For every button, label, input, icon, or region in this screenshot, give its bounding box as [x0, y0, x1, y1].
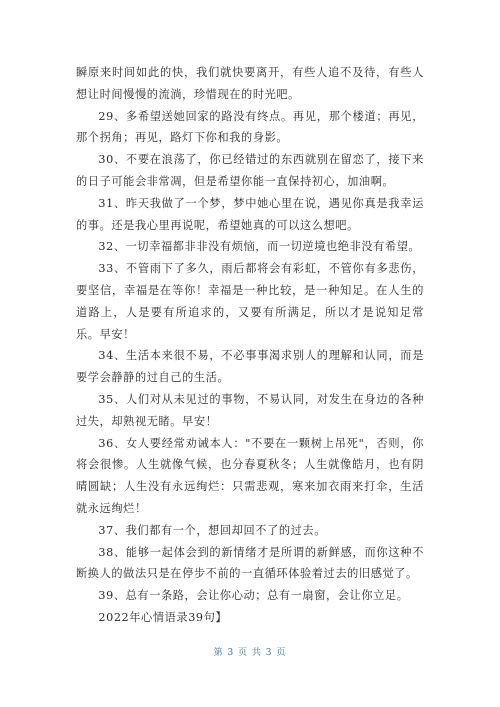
paragraph-35: 35、人们对从未见过的事物，不易认同，对发生在身边的各种过失，却熟视无睹。早安！ — [76, 392, 424, 428]
paragraph-34: 34、生活本来很不易，不必事事渴求别人的理解和认同，而是要学会静静的过自己的生活。 — [76, 349, 424, 385]
page-footer — [0, 645, 500, 658]
closing-line: 2022年心情语录39句】 — [98, 610, 228, 624]
paragraph-36: 36、女人要经常劝诫本人："不要在一颗树上吊死"，否则，你将会很惨。人生就像气候，也分春夏秋冬；人生就像皓月，也有阴晴圆缺；人生没有永远绚烂：只需悲观，寒来加衣雨来打伞，生活就永远绚烂！ — [76, 436, 424, 515]
paragraph-37: 37、我们都有一个，想回却回不了的过去。 — [98, 523, 327, 537]
paragraph-30: 30、不要在浪荡了，你已经错过的东西就别在留恋了，接下来的日子可能会非常凋，但是希望你能一直保持初心，加油啊。 — [76, 153, 424, 188]
paragraph-continuation: 瞬原来时间如此的快，我们就快要离开，有些人追不及待，有些人想让时间慢慢的流淌，珍惜现在的时光吧。 — [76, 66, 424, 101]
paragraph-31: 31、昨天我做了一个梦，梦中她心里在说，遇见你真是我幸运的事。还是我心里再说呢，希望她真的可以这么想吧。 — [76, 196, 424, 232]
paragraph-39: 39、总有一条路，会让你心动；总有一扇窗，会让你立足。 — [98, 589, 409, 603]
paragraph-29: 29、多希望送她回家的路没有终点。再见，那个楼道；再见，那个拐角；再见，路灯下你和我的身影。 — [76, 109, 424, 145]
paragraph-33: 33、不管雨下了多久，雨后都将会有彩虹，不管你有多悲伤，要坚信，幸福是在等你！幸福是一种比较，是一种知足。在人生的道路上，人是要有所追求的，又要有所满足，所以才是说知足常乐。早安！ — [76, 262, 424, 341]
document-body — [76, 62, 424, 629]
paragraph-32: 32、一切幸福都非非没有烦恼，而一切逆境也绝非没有希望。 — [98, 240, 421, 254]
paragraph-38: 38、能够一起体会到的新情绪才是所谓的新鲜感，而你这种不断换人的做法只是在停步不前的一直循环体验着过去的旧感觉了。 — [76, 545, 424, 581]
page-number: 第 3 页 共 3 页 — [213, 648, 287, 658]
